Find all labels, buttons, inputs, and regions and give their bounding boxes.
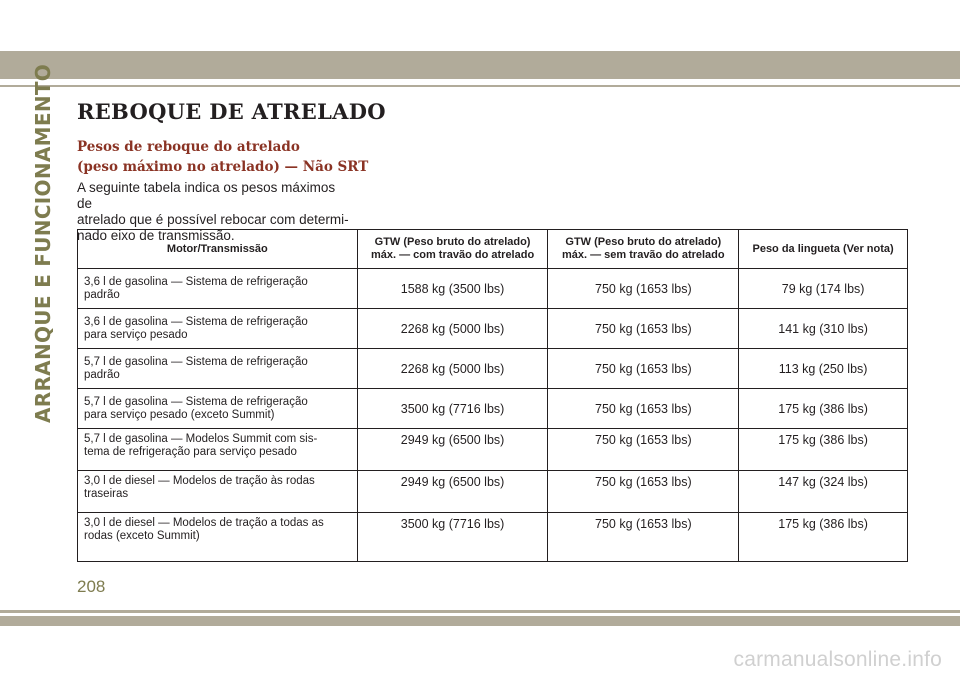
header-tongue-weight: Peso da lingueta (Ver nota)	[739, 230, 908, 269]
section-subtitle	[77, 137, 368, 177]
towing-weights-table	[77, 229, 908, 562]
gtw-brake-cell: 2268 kg (5000 lbs)	[357, 309, 548, 349]
tongue-weight-cell: 175 kg (386 lbs)	[739, 513, 908, 562]
table-header-row	[78, 230, 908, 269]
gtw-nobrake-cell: 750 kg (1653 lbs)	[548, 269, 739, 309]
header-gtw-without-brake: GTW (Peso bruto do atrelado) máx. — sem travão do atrelado	[548, 230, 739, 269]
top-decorative-band	[0, 51, 960, 79]
engine-cell: 3,0 l de diesel — Modelos de tração às rodas traseiras	[78, 471, 358, 513]
table-row	[78, 471, 908, 513]
watermark-text: carmanualsonline.info	[733, 648, 942, 671]
gtw-nobrake-cell: 750 kg (1653 lbs)	[548, 513, 739, 562]
gtw-nobrake-cell: 750 kg (1653 lbs)	[548, 389, 739, 429]
tongue-weight-cell: 147 kg (324 lbs)	[739, 471, 908, 513]
tongue-weight-cell: 175 kg (386 lbs)	[739, 429, 908, 471]
header-gtw-with-brake: GTW (Peso bruto do atrelado) máx. — com travão do atrelado	[357, 230, 548, 269]
table-row	[78, 389, 908, 429]
tongue-weight-cell: 141 kg (310 lbs)	[739, 309, 908, 349]
engine-cell: 5,7 l de gasolina — Sistema de refrigeração padrão	[78, 349, 358, 389]
page-number: 208	[77, 577, 106, 596]
table-row	[78, 309, 908, 349]
gtw-brake-cell: 3500 kg (7716 lbs)	[357, 513, 548, 562]
gtw-brake-cell: 2949 kg (6500 lbs)	[357, 429, 548, 471]
engine-cell: 5,7 l de gasolina — Modelos Summit com sis- tema de refrigeração para serviço pesado	[78, 429, 358, 471]
gtw-nobrake-cell: 750 kg (1653 lbs)	[548, 429, 739, 471]
engine-cell: 3,0 l de diesel — Modelos de tração a todas as rodas (exceto Summit)	[78, 513, 358, 562]
tongue-weight-cell: 175 kg (386 lbs)	[739, 389, 908, 429]
intro-line: nado eixo de transmissão.	[77, 228, 235, 243]
subtitle-line: (peso máximo no atrelado) — Não SRT	[77, 159, 369, 175]
bottom-divider-line	[0, 610, 960, 613]
gtw-nobrake-cell: 750 kg (1653 lbs)	[548, 349, 739, 389]
gtw-brake-cell: 3500 kg (7716 lbs)	[357, 389, 548, 429]
table-row	[78, 513, 908, 562]
intro-line: atrelado que é possível rebocar com determi-	[77, 212, 349, 227]
gtw-brake-cell: 2268 kg (5000 lbs)	[357, 349, 548, 389]
tongue-weight-cell: 113 kg (250 lbs)	[739, 349, 908, 389]
engine-cell: 5,7 l de gasolina — Sistema de refrigeração para serviço pesado (exceto Summit)	[78, 389, 358, 429]
table-row	[78, 269, 908, 309]
tongue-weight-cell: 79 kg (174 lbs)	[739, 269, 908, 309]
gtw-brake-cell: 2949 kg (6500 lbs)	[357, 471, 548, 513]
table-row	[78, 349, 908, 389]
header-engine-transmission: Motor/Transmissão	[78, 230, 358, 269]
page-title: REBOQUE DE ATRELADO	[77, 99, 386, 124]
table-row	[78, 429, 908, 471]
gtw-nobrake-cell: 750 kg (1653 lbs)	[548, 309, 739, 349]
engine-cell: 3,6 l de gasolina — Sistema de refrigeração para serviço pesado	[78, 309, 358, 349]
subtitle-line: Pesos de reboque do atrelado	[77, 139, 300, 155]
engine-cell: 3,6 l de gasolina — Sistema de refrigeração padrão	[78, 269, 358, 309]
gtw-brake-cell: 1588 kg (3500 lbs)	[357, 269, 548, 309]
intro-line: A seguinte tabela indica os pesos máximos de	[77, 180, 336, 211]
section-side-label: ARRANQUE E FUNCIONAMENTO	[31, 63, 55, 423]
bottom-decorative-band	[0, 616, 960, 626]
gtw-nobrake-cell: 750 kg (1653 lbs)	[548, 471, 739, 513]
top-divider-line	[0, 85, 960, 87]
